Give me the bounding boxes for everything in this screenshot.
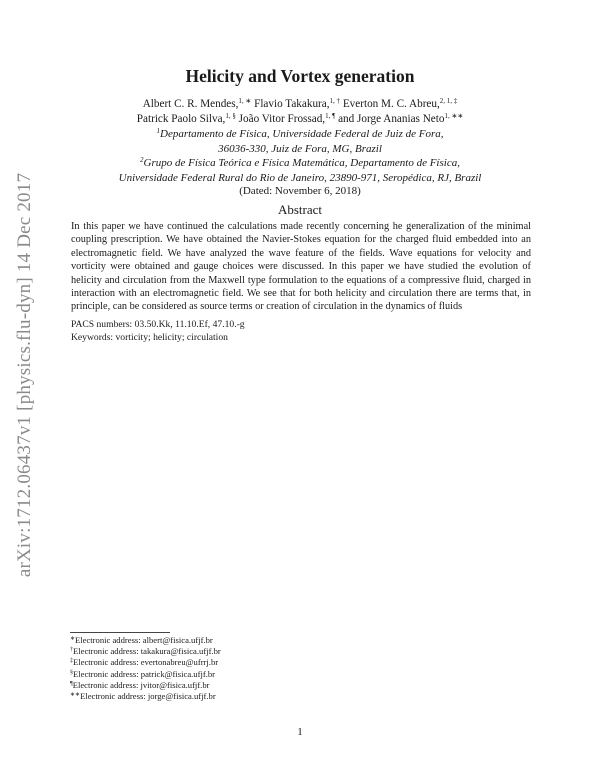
footnote-item	[70, 657, 221, 668]
arxiv-stamp-text: arXiv:1712.06437v1 [physics.flu-dyn] 14 Dec 2017	[14, 172, 36, 578]
affiliation-list	[60, 127, 540, 185]
date-line: (Dated: November 6, 2018)	[239, 185, 361, 197]
affiliation-mark: 2	[140, 156, 144, 164]
footnote-divider	[70, 632, 170, 633]
footnote-text: Electronic address: jvitor@fisica.ufjf.br	[72, 679, 210, 690]
author-affiliation-mark: 2, 1, ‡	[439, 97, 458, 105]
author-line-1	[70, 97, 530, 112]
arxiv-identifier-stamp	[12, 160, 38, 590]
footnote-mark: ∗	[70, 636, 76, 642]
abstract-heading: Abstract	[277, 202, 323, 217]
abstract-body: In this paper we have continued the calculations made recently concerning he generalization of the minimal coupling prescription. We have obtained the Navier-Stokes equation for the charged fluid embedded into an electromagnetic field. We have analyzed the wave feature of the fields. Wave equations for velocity and vorticity were obtained and gauge choices were discussed. In this paper we have studied the evolution of helicity and circulation from the Maxwell type formulation to the equations of a compressive fluid, charged in interaction with an electromagnetic field. We see that for both helicity and circulation there are terms that, in principle, can be considered as source terms or creation of circulation in the dynamics of fluids	[71, 221, 531, 313]
affiliation-2-line-2: Universidade Federal Rural do Rio de Janeiro, 23890-971, Seropédica, RJ, Brazil	[118, 171, 482, 184]
page-number: 1	[297, 726, 303, 738]
footnote-mark: ‡	[70, 658, 73, 665]
affiliation-1-line-1	[60, 127, 540, 142]
affiliation-text: Departamento de Física, Universidade Federal de Juiz de Fora,	[160, 128, 444, 140]
author-affiliation-mark: 1, §	[225, 112, 236, 120]
author-affiliation-mark: 1, ∗∗	[444, 112, 464, 120]
author-name: Flavio Takakura,	[254, 98, 330, 110]
footnote-text: Electronic address: evertonabreu@ufrrj.br	[73, 657, 219, 668]
footnote-list	[70, 635, 221, 702]
author-name: Jorge Ananias Neto	[357, 113, 445, 125]
footnote-mark: §	[70, 669, 73, 676]
affiliation-text: Grupo de Física Teórica e Física Matemática, Departamento de Física,	[143, 157, 460, 169]
author-conjunction: and	[338, 113, 355, 125]
footnote-text: Electronic address: takakura@fisica.ufjf.br	[73, 646, 221, 657]
pacs-numbers: PACS numbers: 03.50.Kk, 11.10.Ef, 47.10.-g	[71, 319, 245, 330]
author-affiliation-mark: 1, †	[329, 97, 341, 105]
author-name: Albert C. R. Mendes,	[142, 98, 239, 110]
author-name: Everton M. C. Abreu,	[342, 98, 440, 110]
footnote-mark: ∗∗	[70, 692, 81, 699]
footnote-item	[70, 680, 221, 691]
footnote-mark: †	[70, 647, 73, 654]
footnote-text: Electronic address: albert@fisica.ufjf.br	[75, 635, 213, 645]
affiliation-2-line-1	[60, 156, 540, 171]
footnote-text: Electronic address: patrick@fisica.ufjf.br	[73, 668, 216, 679]
footnote-item	[70, 635, 221, 646]
footnote-mark: ¶	[70, 680, 73, 687]
affiliation-1-line-2: 36036-330, Juiz de Fora, MG, Brazil	[218, 142, 382, 155]
footnote-text: Electronic address: jorge@fisica.ufjf.br	[80, 691, 216, 702]
keywords: Keywords: vorticity; helicity; circulation	[71, 332, 228, 343]
author-name: João Vitor Frossad,	[238, 113, 326, 125]
footnote-item	[70, 691, 221, 702]
affiliation-mark: 1	[156, 127, 160, 135]
paper-title: Helicity and Vortex generation	[185, 66, 415, 86]
author-list	[70, 97, 530, 127]
footnote-item	[70, 669, 221, 680]
author-affiliation-mark: 1, ∗	[238, 97, 252, 105]
author-name: Patrick Paolo Silva,	[136, 113, 226, 125]
footnote-item	[70, 646, 221, 657]
author-line-2	[70, 112, 530, 127]
author-affiliation-mark: 1, ¶	[325, 112, 336, 120]
